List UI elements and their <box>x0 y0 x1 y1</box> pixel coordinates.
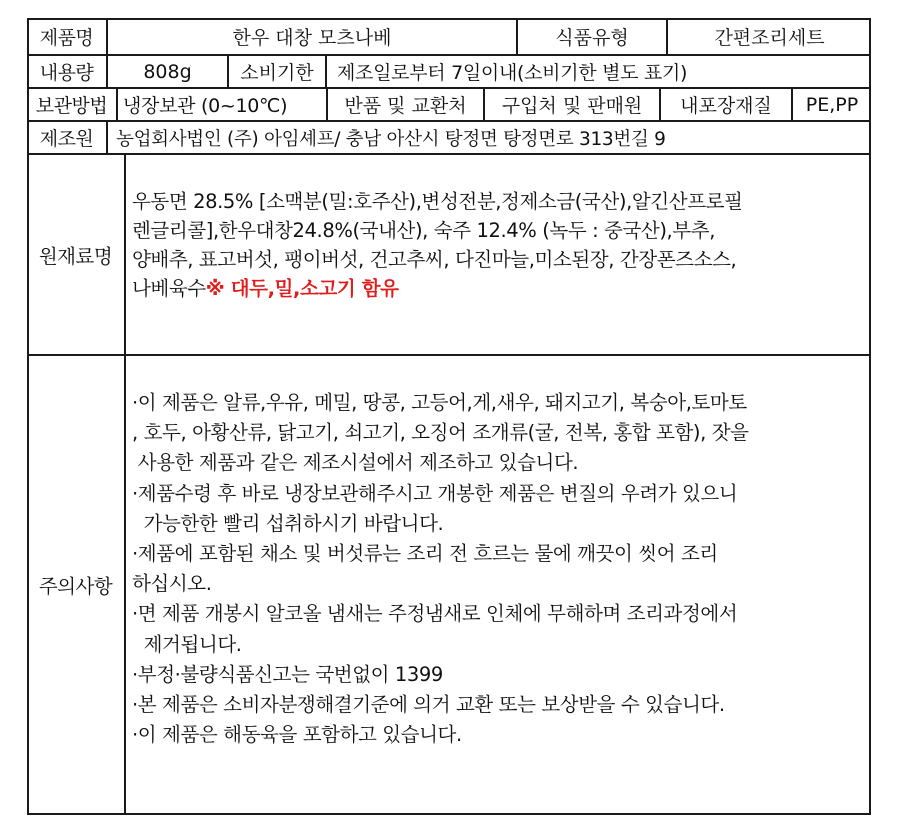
quantity-value: 808g <box>108 56 229 87</box>
food-type-value: 간편조리세트 <box>714 26 825 49</box>
row-ingredients <box>27 155 871 356</box>
caution-line: , 호두, 아황산류, 닭고기, 쇠고기, 오징어 조개류(굴, 전복, 홍합 포함), 잣을 <box>132 421 749 445</box>
caution-line: ·이 제품은 알류,우유, 메밀, 땅콩, 고등어,게,새우, 돼지고기, 복숭아,토마토 <box>132 391 747 414</box>
expiry-value: 제조일로부터 7일이내(소비기한 별도 표기) <box>337 62 688 84</box>
product-info-table <box>27 18 871 815</box>
cautions-label: 주의사항 <box>27 356 126 813</box>
storage-label: 보관방법 <box>27 89 118 120</box>
ingredients-last-line <box>132 274 865 303</box>
row-quantity <box>27 56 871 89</box>
manufacturer-label: 제조원 <box>27 122 108 153</box>
product-name-label: 제품명 <box>27 18 108 54</box>
storage-value: 냉장보관 (0~10℃) <box>118 89 328 120</box>
caution-line: ·제품수령 후 바로 냉장보관해주시고 개봉한 제품은 변질의 우려가 있으니 <box>132 481 738 505</box>
ingredients-line-prefix: 나베육수 <box>132 277 206 300</box>
packaging-value: PE,PP <box>805 93 859 116</box>
caution-line: ·제품에 포함된 채소 및 버섯류는 조리 전 흐르는 물에 깨끗이 씻어 조리 <box>132 542 718 566</box>
caution-line: ·면 제품 개봉시 알코올 냄새는 주정냄새로 인체에 무해하며 조리과정에서 <box>132 602 738 626</box>
allergen-notice: ※ 대두,밀,소고기 함유 <box>205 277 399 300</box>
caution-line: ·부정·불량식품신고는 국번없이 1399 <box>132 662 443 686</box>
caution-line: 하십시오. <box>132 572 212 596</box>
quantity-label: 내용량 <box>27 56 108 87</box>
return-label: 반품 및 교환처 <box>328 89 485 120</box>
food-type-label: 식품유형 <box>518 18 668 54</box>
row-storage <box>27 89 871 122</box>
packaging-label: 내포장재질 <box>661 89 793 120</box>
ingredients-text <box>132 187 865 303</box>
ingredients-line: 렌글리콜],한우대창24.8%(국내산), 숙주 12.4% (녹두 : 중국산),부추, <box>132 219 716 242</box>
row-cautions <box>27 356 871 815</box>
expiry-label: 소비기한 <box>229 56 327 87</box>
ingredients-line: 양배추, 표고버섯, 팽이버섯, 건고추씨, 다진마늘,미소된장, 간장폰즈소스, <box>132 248 737 271</box>
ingredients-label: 원재료명 <box>27 155 126 354</box>
return-value: 구입처 및 판매원 <box>485 89 661 120</box>
row-product-name <box>27 18 871 56</box>
row-manufacturer <box>27 122 871 155</box>
product-name-value: 한우 대창 모츠나베 <box>108 18 518 54</box>
caution-line: ·이 제품은 해동육을 포함하고 있습니다. <box>132 723 462 747</box>
caution-line: 사용한 제품과 같은 제조시설에서 제조하고 있습니다. <box>132 451 579 475</box>
manufacturer-value: 농업회사법인 (주) 아임셰프/ 충남 아산시 탕정면 탕정면로 313번길 9 <box>116 128 666 150</box>
caution-line: ·본 제품은 소비자분쟁해결기준에 의거 교환 또는 보상받을 수 있습니다. <box>132 693 725 717</box>
caution-line: 제거됩니다. <box>132 632 242 656</box>
ingredients-line: 우동면 28.5% [소맥분(밀:호주산),변성전분,정제소금(국산),알긴산프로필 <box>132 190 743 213</box>
cautions-text <box>132 388 865 750</box>
caution-line: 가능한한 빨리 섭취하시기 바랍니다. <box>132 511 444 535</box>
